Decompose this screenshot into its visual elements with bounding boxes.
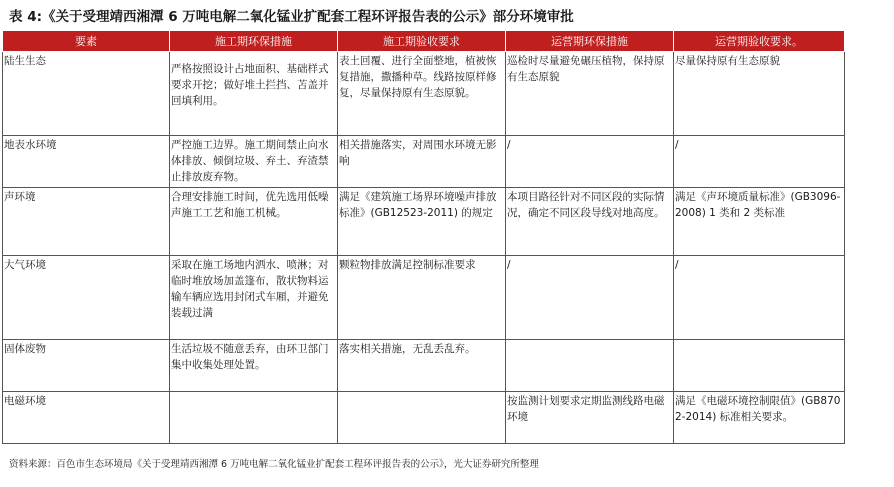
cell-operation-acceptance: /: [674, 256, 845, 340]
cell-construction-acceptance: 落实相关措施，无乱丢乱弃。: [338, 340, 506, 392]
cell-element: 大气环境: [3, 256, 170, 340]
cell-construction-measures: 生活垃圾不随意丢弃，由环卫部门集中收集处理处置。: [170, 340, 338, 392]
environmental-approval-table: [2, 30, 845, 444]
table-row: [3, 340, 845, 392]
cell-operation-measures: /: [506, 256, 674, 340]
table-row: [3, 256, 845, 340]
cell-construction-acceptance: 相关措施落实，对周围水环境无影响: [338, 136, 506, 188]
cell-operation-acceptance: /: [674, 136, 845, 188]
cell-element: 陆生生态: [3, 52, 170, 136]
cell-operation-measures: 本项目路径针对不同区段的实际情况，确定不同区段导线对地高度。: [506, 188, 674, 256]
header-construction-measures: 施工期环保措施: [170, 31, 338, 52]
source-note: 资料来源：百色市生态环境局《关于受理靖西湘潭 6 万吨电解二氧化锰业扩配套工程环评报告表的公示》，光大证券研究所整理: [9, 459, 539, 470]
cell-construction-measures: 合理安排施工时间，优先选用低噪声施工工艺和施工机械。: [170, 188, 338, 256]
cell-operation-measures: 按监测计划要求定期监测线路电磁环境: [506, 392, 674, 444]
header-operation-measures: 运营期环保措施: [506, 31, 674, 52]
cell-construction-measures: 严控施工边界。施工期间禁止向水体排放、倾倒垃圾、弃土、弃渣禁止排放废弃物。: [170, 136, 338, 188]
cell-operation-measures: [506, 340, 674, 392]
cell-operation-measures: 巡检时尽量避免碾压植物，保持原有生态原貌: [506, 52, 674, 136]
table-row: [3, 136, 845, 188]
cell-element: 电磁环境: [3, 392, 170, 444]
cell-construction-acceptance: 满足《建筑施工场界环境噪声排放标准》(GB12523-2011) 的规定: [338, 188, 506, 256]
table-header-row: [3, 31, 845, 52]
cell-construction-measures: [170, 392, 338, 444]
header-construction-acceptance: 施工期验收要求: [338, 31, 506, 52]
table-title: 表 4:《关于受理靖西湘潭 6 万吨电解二氧化锰业扩配套工程环评报告表的公示》部分环境审批: [9, 9, 574, 25]
cell-construction-acceptance: 颗粒物排放满足控制标准要求: [338, 256, 506, 340]
cell-construction-acceptance: [338, 392, 506, 444]
header-operation-acceptance: 运营期验收要求。: [674, 31, 845, 52]
cell-operation-acceptance: 满足《电磁环境控制限值》(GB8702-2014) 标准相关要求。: [674, 392, 845, 444]
header-element: 要素: [3, 31, 170, 52]
cell-element: 地表水环境: [3, 136, 170, 188]
cell-element: 声环境: [3, 188, 170, 256]
cell-construction-measures: 严格按照设计占地面积、基础样式要求开挖；做好堆土拦挡、苫盖并回填利用。: [170, 52, 338, 136]
table-row: [3, 188, 845, 256]
table-row: [3, 392, 845, 444]
cell-operation-acceptance: [674, 340, 845, 392]
cell-operation-measures: /: [506, 136, 674, 188]
table-row: [3, 52, 845, 136]
cell-operation-acceptance: 尽量保持原有生态原貌: [674, 52, 845, 136]
cell-construction-measures: 采取在施工场地内洒水、喷淋；对临时堆放场加盖篷布，散状物料运输车辆应选用封闭式车厢，并避免装载过满: [170, 256, 338, 340]
cell-operation-acceptance: 满足《声环境质量标准》(GB3096-2008) 1 类和 2 类标准: [674, 188, 845, 256]
cell-construction-acceptance: 表土回覆、进行全面整地，植被恢复措施，撒播种草。线路按原样修复，尽量保持原有生态原貌。: [338, 52, 506, 136]
cell-element: 固体废物: [3, 340, 170, 392]
